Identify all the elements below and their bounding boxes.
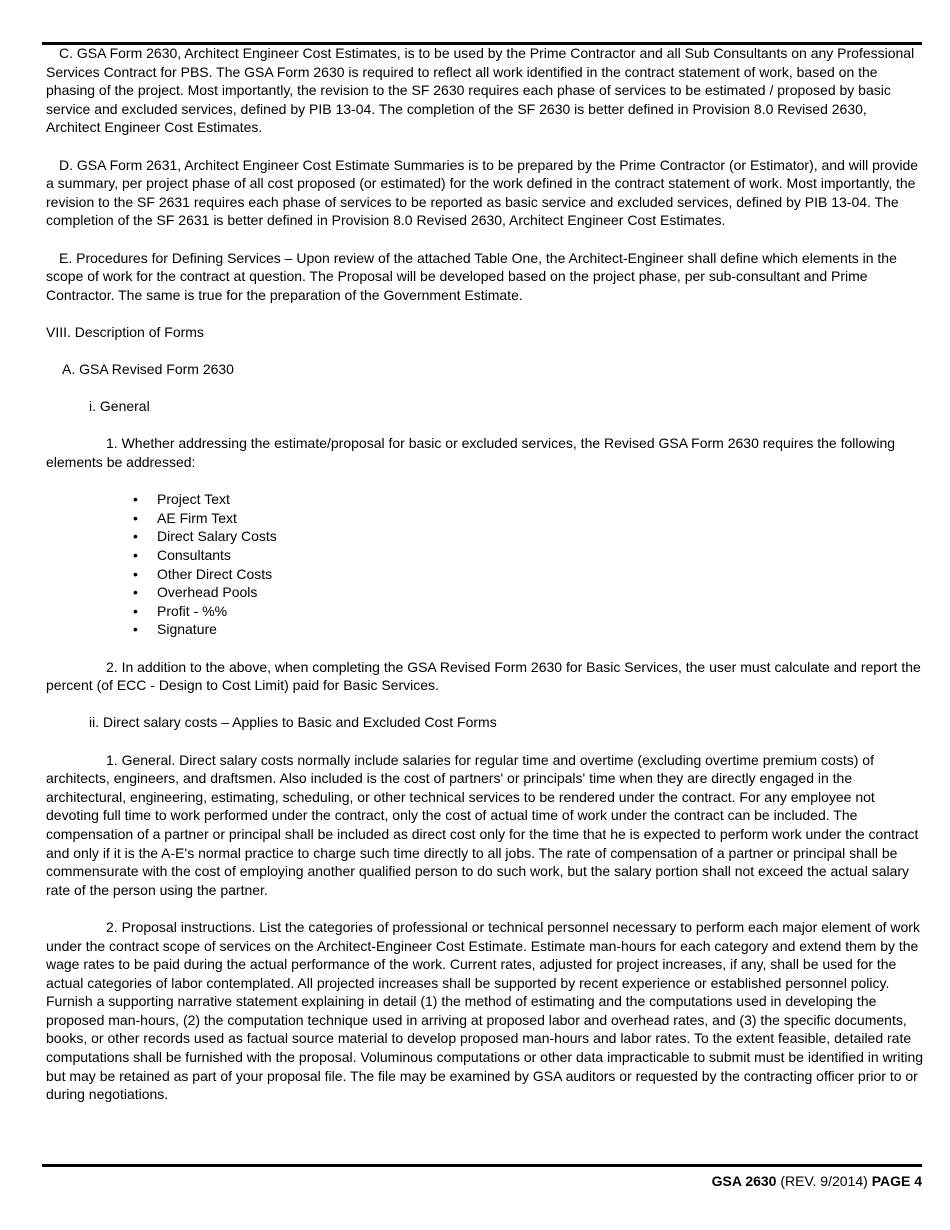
list-item: • Project Text: [133, 491, 230, 508]
list-item: • Other Direct Costs: [133, 565, 273, 582]
list-item: • Profit - %%: [133, 602, 228, 619]
list-item: • AE Firm Text: [133, 509, 237, 526]
item-1-paragraph: 1. Whether addressing the estimate/proposal for basic or excluded services, the Revised GSA Form 2630 requires the following elements be addressed:: [46, 435, 896, 471]
footer-form-number: GSA 2630: [711, 1173, 777, 1189]
subsection-i-heading: i. General: [89, 398, 150, 415]
list-item: • Overhead Pools: [133, 584, 258, 601]
list-item: • Direct Salary Costs: [133, 528, 277, 545]
bullet-icon: •: [133, 621, 138, 638]
paragraph-c: C. GSA Form 2630, Architect Engineer Cost Estimates, is to be used by the Prime Contractor and all Sub Consultants on any Professional Services Contract for PBS. The GSA Form 2630 is required to reflect all work identified in the contract statement of work, based on the phasing of the project. Most importantly, the revision to the SF 2630 requires each phase of services to be estimated / proposed by basic service and excluded services, defined by PIB 13-04. The completion of the SF 2630 is better defined in Provision 8.0 Revised 2630, Architect Engineer Cost Estimates.: [46, 45, 915, 136]
section-viii-heading: VIII. Description of Forms: [46, 323, 204, 340]
bullet-icon: •: [133, 602, 138, 619]
list-item: • Signature: [133, 621, 217, 638]
bullet-icon: •: [133, 528, 138, 545]
bullet-icon: •: [133, 565, 138, 582]
required-elements-list: [46, 490, 924, 639]
footer-revision: (REV. 9/2014): [776, 1173, 872, 1189]
bullet-icon: •: [133, 547, 138, 564]
proposal-instructions-paragraph: 2. Proposal instructions. List the categories of professional or technical personnel necessary to perform each major element of work under the contract scope of services on the Architect-Engineer Cost Estimate. Estimate man-hours for each category and extend them by the wage rates to be paid during the actual performance of the work. Current rates, adjusted for project increases, if any, shall be used for the actual categories of labor contemplated. All projected increases shall be supported by recent experience or established personnel policy. Furnish a supporting narrative statement explaining in detail (1) the method of estimating and the computations used in developing the proposed man-hours, (2) the computation technique used in arriving at proposed labor and overhead rates, and (3) the specific documents, books, or other records used as factual source material to develop proposed man-hours and labor rates. To the extent feasible, detailed rate computations shall be furnished with the proposal. Voluminous computations or other data impracticable to submit must be identified in writing but may be retained as part of your proposal file. The file may be examined by GSA auditors or requested by the contracting officer prior to or during negotiations.: [46, 918, 924, 1103]
paragraph-d: D. GSA Form 2631, Architect Engineer Cost Estimate Summaries is to be prepared by the Prime Contractor (or Estimator), and will provide a summary, per project phase of all cost proposed (or estimated) for the work defined in the contract statement of work. Most importantly, the revision to the SF 2631 requires each phase of services to be reported as basic service and excluded services, defined by PIB 13-04. The completion of the SF 2631 is better defined in Provision 8.0 Revised 2630, Architect Engineer Cost Estimates.: [46, 156, 919, 229]
paragraph-e: E. Procedures for Defining Services – Upon review of the attached Table One, the Architect-Engineer shall define which elements in the scope of work for the contract at question. The Proposal will be developed based on the project phase, per sub-consultant and Prime Contractor. The same is true for the preparation of the Government Estimate.: [46, 249, 897, 303]
subsection-ii-heading: ii. Direct salary costs – Applies to Basic and Excluded Cost Forms: [89, 714, 497, 731]
bullet-icon: •: [133, 584, 138, 601]
subsection-a-heading: A. GSA Revised Form 2630: [62, 361, 234, 378]
item-2-paragraph: 2. In addition to the above, when completing the GSA Revised Form 2630 for Basic Services, the user must calculate and report the percent (of ECC - Design to Cost Limit) paid for Basic Services.: [46, 658, 921, 694]
bullet-icon: •: [133, 509, 138, 526]
bullet-icon: •: [133, 491, 138, 508]
direct-salary-general-paragraph: 1. General. Direct salary costs normally include salaries for regular time and overtime (excluding overtime premium costs) of architects, engineers, and draftsmen. Also included is the cost of partners' or principals' time when they are directly engaged in the architectural, engineering, estimating, scheduling, or other technical services to be rendered under the contract. For any employee not devoting full time to work performed under the contract, only the cost of actual time of work under the contract can be included. The compensation of a partner or principal shall be included as direct cost only for the time that he is expected to perform work under the contract and only if it is the A-E's normal practice to charge such time directly to all jobs. The rate of compensation of a partner or principal shall be commensurate with the cost of employing another qualified person to do such work, but the salary portion shall not exceed the actual salary rate of the person using the partner.: [46, 751, 919, 898]
list-item: • Consultants: [133, 547, 231, 564]
document-body: [46, 44, 924, 1104]
bottom-rule: [42, 1164, 922, 1167]
footer-page-number: PAGE 4: [871, 1173, 922, 1189]
page-footer: [712, 1173, 922, 1189]
